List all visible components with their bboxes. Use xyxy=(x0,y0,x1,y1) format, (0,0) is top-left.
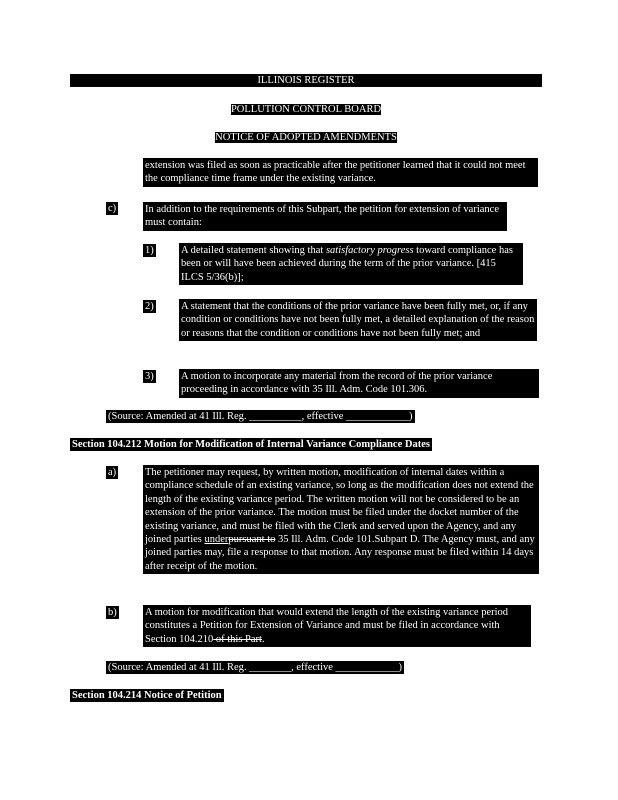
source-note-1: (Source: Amended at 41 Ill. Reg. __________, effective ____________) xyxy=(108,411,413,422)
register-title-text: ILLINOIS REGISTER xyxy=(257,75,355,86)
register-title xyxy=(70,74,542,87)
item-a-label: a) xyxy=(108,467,117,478)
notice-title-text: NOTICE OF ADOPTED AMENDMENTS xyxy=(215,132,397,143)
continuation-paragraph: extension was filed as soon as practicable after the petitioner learned that it could not meet the compliance time frame under the existing variance. xyxy=(143,158,538,187)
board-title xyxy=(70,103,542,116)
item-c-label: c) xyxy=(108,203,117,214)
item-a-text-post: 35 Ill. Adm. Code 101.Subpart D. The Agency must, and any joined parties may, file a response to that motion. Any response must be filed within 14 days after receipt of the motion. xyxy=(145,534,535,572)
item-b-text-deleted: of this Part xyxy=(213,633,262,645)
item-b-label: b) xyxy=(108,607,117,618)
item-a-text-deleted: pursuant to xyxy=(228,534,276,546)
item-c-text: In addition to the requirements of this Subpart, the petition for extension of variance must contain: xyxy=(143,202,507,231)
board-title-text: POLLUTION CONTROL BOARD xyxy=(230,104,382,115)
item-a-text-pre: The petitioner may request, by written motion, modification of internal dates within a compliance schedule of an existing variance, so long as the modification does not extend the length of the existing variance period. The written motion will not be considered to be an extension of the prior variance. The motion must be filed under the docket number of the existing variance, and must be filed with the Clerk and served upon the Agency, and any joined parties xyxy=(145,467,534,546)
item-b-text xyxy=(143,605,531,647)
item-3-text: A motion to incorporate any material from the record of the prior variance proceeding in accordance with 35 Ill. Adm. Code 101.306. xyxy=(179,369,539,398)
item-2-text: A statement that the conditions of the prior variance have been fully met, or, if any condition or conditions have not been fully met, a detailed explanation of the reason or reasons that the condition or conditions have not been fully met; and xyxy=(179,299,537,341)
item-1-label: 1) xyxy=(145,245,154,256)
section-104-212-heading: Section 104.212 Motion for Modification of Internal Variance Compliance Dates xyxy=(72,439,430,450)
item-2-label: 2) xyxy=(145,301,154,312)
item-1-text-post: toward compliance has been or will have been achieved during the term of the prior variance. [415 ILCS 5/36(b)]; xyxy=(181,245,513,283)
section-104-214-heading: Section 104.214 Notice of Petition xyxy=(72,690,222,701)
item-1-text xyxy=(179,243,523,285)
item-a-text xyxy=(143,465,539,574)
item-3-label: 3) xyxy=(145,371,154,382)
item-1-text-pre: A detailed statement showing that xyxy=(181,245,326,256)
item-1-text-emphasis: satisfactory progress xyxy=(325,245,414,256)
item-b-text-post: . xyxy=(261,633,265,645)
item-a-text-inserted: under xyxy=(204,534,229,546)
source-note-2: (Source: Amended at 41 Ill. Reg. ________, effective ____________) xyxy=(108,662,403,673)
item-b-text-pre: A motion for modification that would extend the length of the existing variance period constitutes a Petition for Extension of Variance and must be filed in accordance with Section 104.210 xyxy=(145,607,509,645)
notice-title xyxy=(70,131,542,144)
